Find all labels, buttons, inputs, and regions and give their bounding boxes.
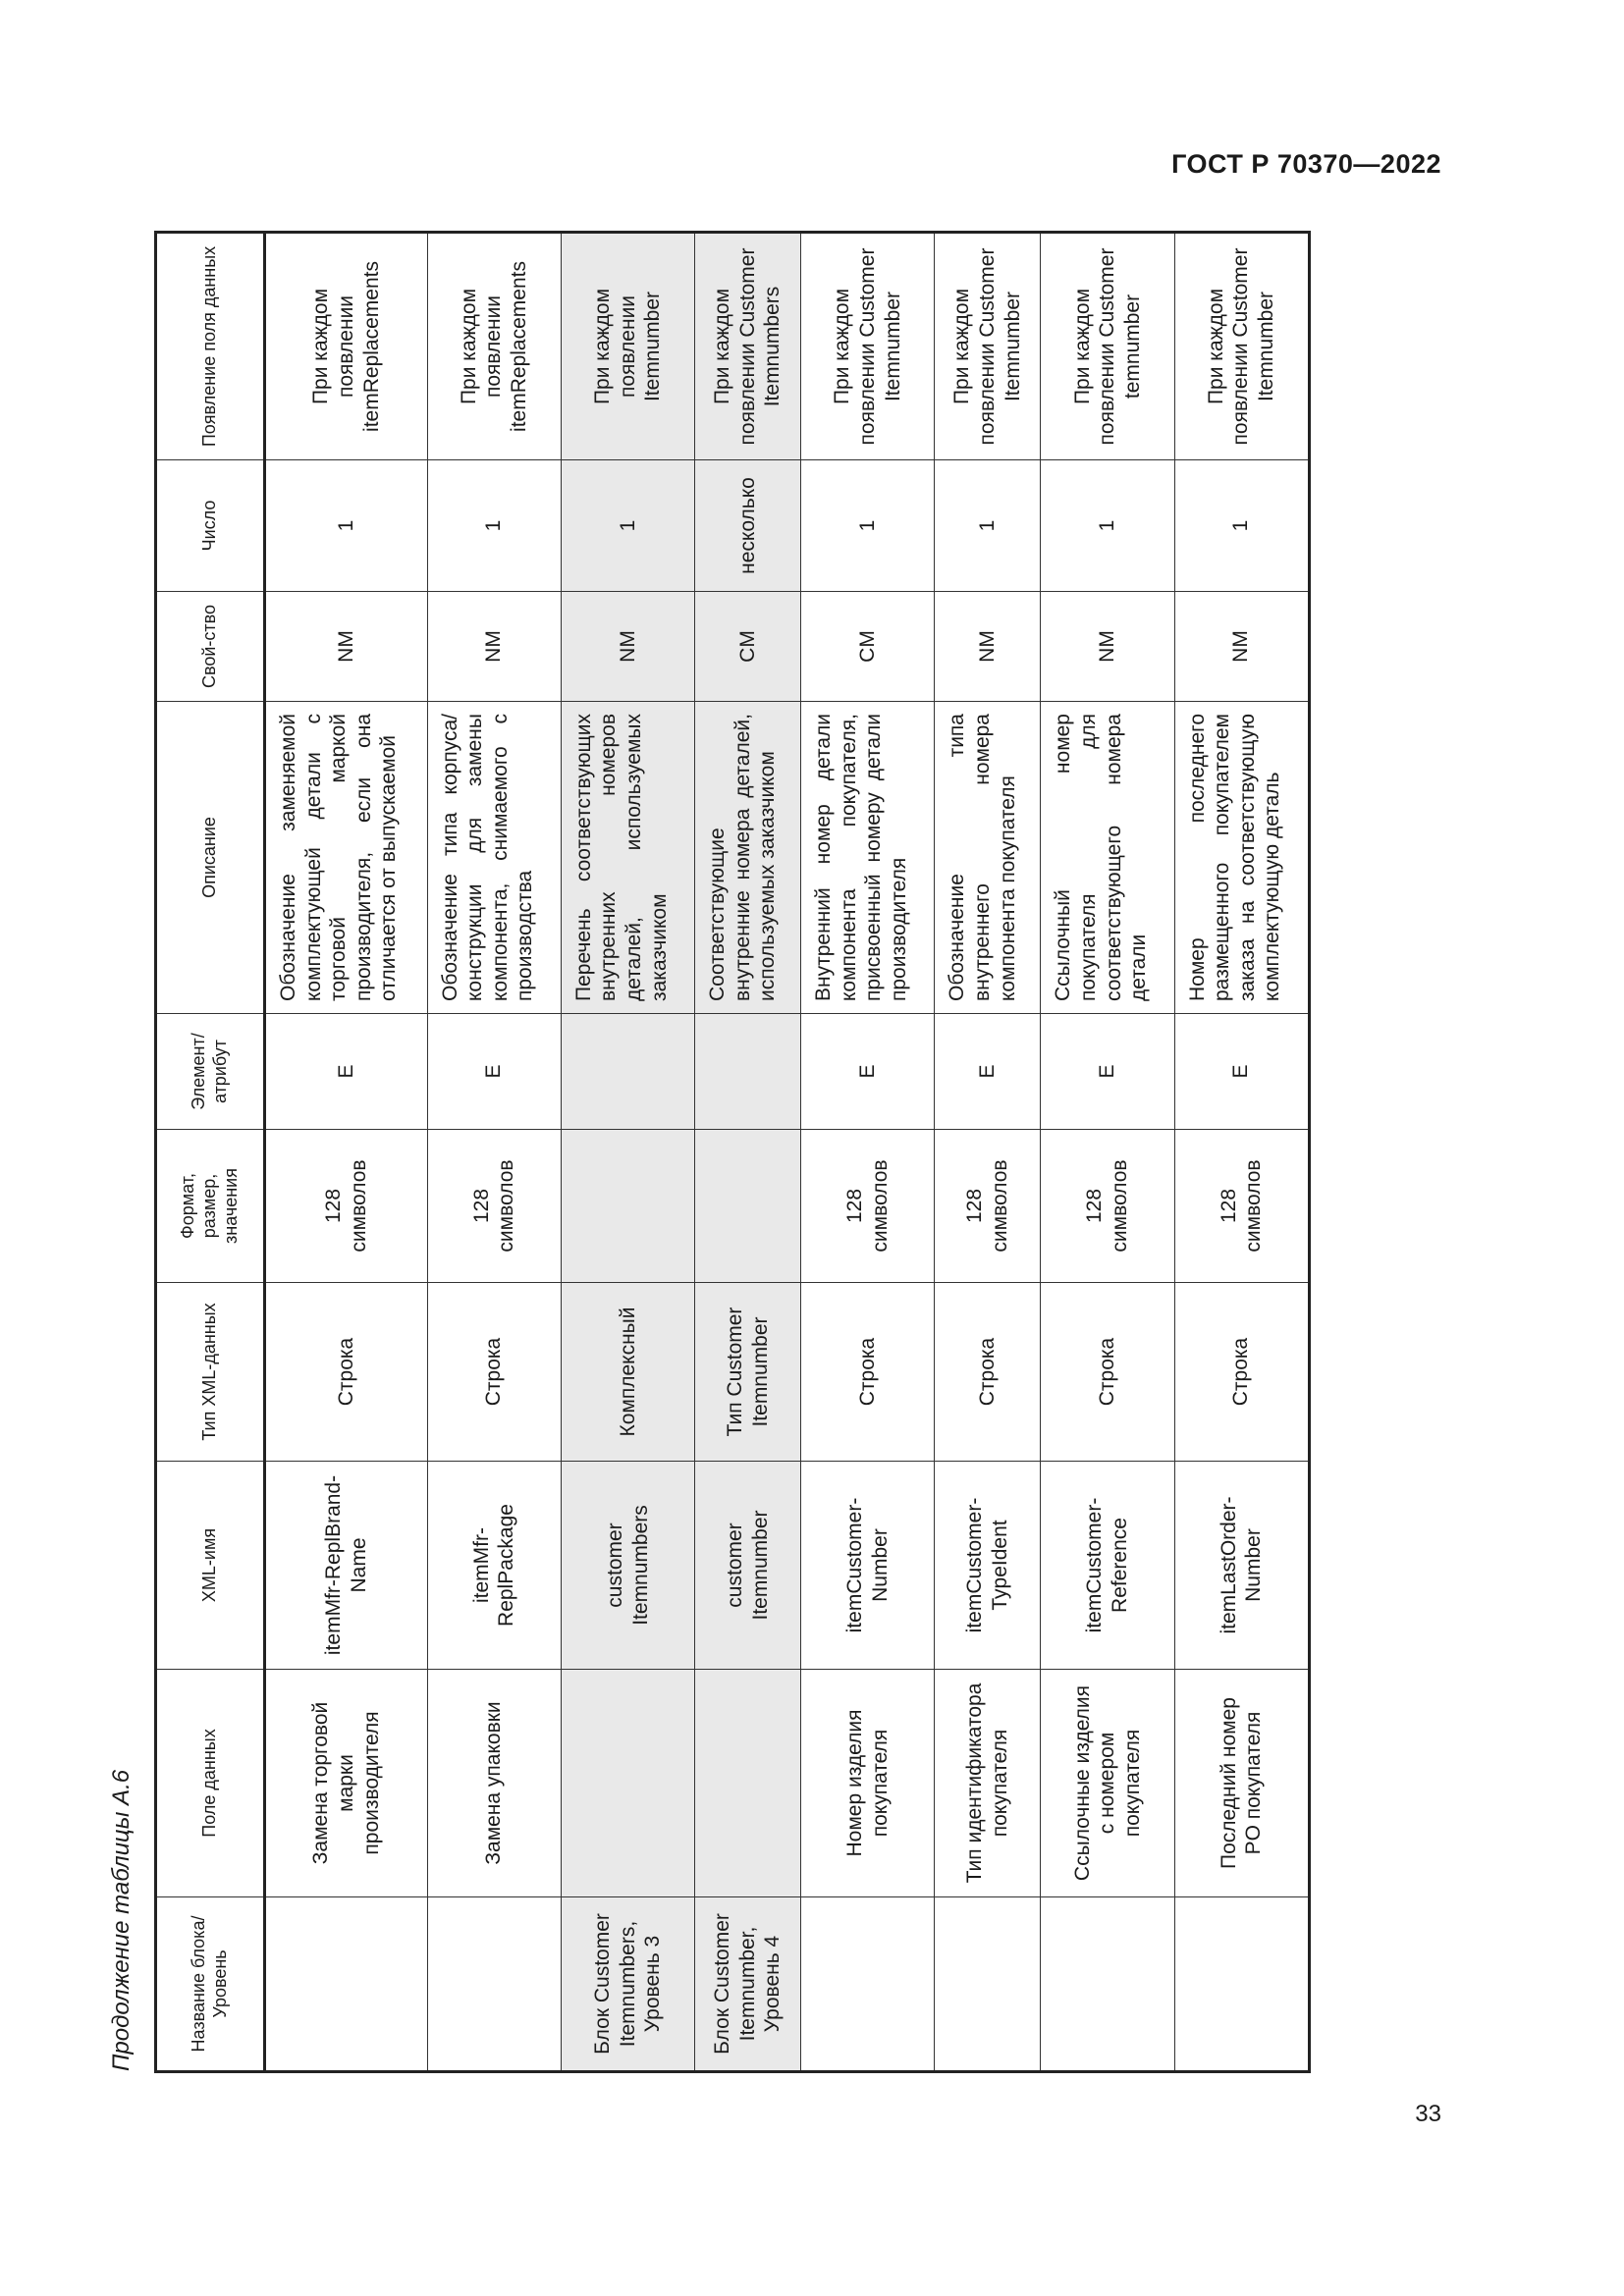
cell-xml-name: customer Itemnumber <box>695 1462 801 1670</box>
cell-xml-name: itemCustomer-Reference <box>1041 1462 1174 1670</box>
col-header-format: Формат, размер, значения <box>156 1130 265 1283</box>
table-row <box>1174 233 1309 2072</box>
col-header-property: Свой-ство <box>156 592 265 702</box>
cell-property: NM <box>1174 592 1309 702</box>
cell-format: 128 символов <box>1041 1130 1174 1283</box>
cell-property: NM <box>935 592 1041 702</box>
cell-block <box>427 1897 561 2072</box>
cell-format <box>561 1130 694 1283</box>
cell-property: NM <box>561 592 694 702</box>
cell-property: CM <box>801 592 935 702</box>
col-header-description: Описание <box>156 702 265 1014</box>
cell-element <box>561 1014 694 1130</box>
cell-xml-name: itemCustomer-TypeIdent <box>935 1462 1041 1670</box>
cell-xml-type: Строка <box>265 1283 428 1462</box>
cell-format <box>695 1130 801 1283</box>
col-header-block: Название блока/ Уровень <box>156 1897 265 2072</box>
cell-field <box>561 1670 694 1897</box>
cell-count: 1 <box>1174 460 1309 592</box>
cell-count: 1 <box>265 460 428 592</box>
cell-xml-name: itemMfr-ReplBrand-Name <box>265 1462 428 1670</box>
cell-count: 1 <box>1041 460 1174 592</box>
cell-block <box>935 1897 1041 2072</box>
cell-xml-type: Комплексный <box>561 1283 694 1462</box>
table-row <box>265 233 428 2072</box>
cell-description: Обозначение заменяемой комплектующей детали с торговой маркой производителя, если она отличается от выпускаемой <box>265 702 428 1014</box>
cell-count: 1 <box>935 460 1041 592</box>
cell-description: Номер последнего размещенного покупателем заказа на соответствующую комплектующую деталь <box>1174 702 1309 1014</box>
table-row-block-header <box>695 233 801 2072</box>
cell-field <box>695 1670 801 1897</box>
cell-element: E <box>1174 1014 1309 1130</box>
cell-occurrence: При каждом появлении Customer temnumber <box>1041 233 1174 460</box>
cell-xml-type: Строка <box>801 1283 935 1462</box>
cell-occurrence: При каждом появлении Itemnumber <box>561 233 694 460</box>
standard-designation: ГОСТ Р 70370—2022 <box>1171 149 1441 179</box>
table-row-block-header <box>561 233 694 2072</box>
cell-xml-name: itemCustomer-Number <box>801 1462 935 1670</box>
cell-description: Соответствующие внутренние номера деталей, используемых заказчиком <box>695 702 801 1014</box>
cell-count: 1 <box>801 460 935 592</box>
cell-xml-type: Строка <box>935 1283 1041 1462</box>
table-header-row <box>156 233 265 2072</box>
cell-occurrence: При каждом появлении itemReplacements <box>265 233 428 460</box>
col-header-xml-name: XML-имя <box>156 1462 265 1670</box>
col-header-field: Поле данных <box>156 1670 265 1897</box>
cell-field: Замена торговой марки производителя <box>265 1670 428 1897</box>
cell-element <box>695 1014 801 1130</box>
cell-field: Замена упаковки <box>427 1670 561 1897</box>
cell-occurrence: При каждом появлении Customer Itemnumber <box>801 233 935 460</box>
cell-block <box>1041 1897 1174 2072</box>
cell-format: 128 символов <box>427 1130 561 1283</box>
cell-description: Обозначение типа корпуса/конструкции для замены компонента, снимаемого с производства <box>427 702 561 1014</box>
cell-xml-name: itemMfr-ReplPackage <box>427 1462 561 1670</box>
cell-description: Внутренний номер детали компонента покупателя, присвоенный номеру детали производителя <box>801 702 935 1014</box>
cell-field: Номер изделия покупателя <box>801 1670 935 1897</box>
cell-format: 128 символов <box>1174 1130 1309 1283</box>
cell-xml-type: Строка <box>1174 1283 1309 1462</box>
cell-format: 128 символов <box>801 1130 935 1283</box>
cell-description: Перечень соответствующих внутренних номеров деталей, используемых заказчиком <box>561 702 694 1014</box>
cell-block: Блок Customer Itemnumbers, Уровень 3 <box>561 1897 694 2072</box>
col-header-xml-type: Тип XML-данных <box>156 1283 265 1462</box>
cell-format: 128 символов <box>265 1130 428 1283</box>
cell-description: Ссылочный номер покупателя для соответствующего номера детали <box>1041 702 1174 1014</box>
cell-field: Последний номер PO покупателя <box>1174 1670 1309 1897</box>
cell-xml-type: Тип Customer Itemnumber <box>695 1283 801 1462</box>
table-row <box>427 233 561 2072</box>
cell-occurrence: При каждом появлении Customer Itemnumbers <box>695 233 801 460</box>
cell-property: NM <box>427 592 561 702</box>
cell-element: E <box>935 1014 1041 1130</box>
col-header-count: Число <box>156 460 265 592</box>
cell-block <box>1174 1897 1309 2072</box>
cell-occurrence: При каждом появлении itemReplacements <box>427 233 561 460</box>
table-row <box>935 233 1041 2072</box>
cell-element: E <box>1041 1014 1174 1130</box>
table-caption: Продолжение таблицы А.6 <box>108 1769 135 2071</box>
col-header-occurrence: Появление поля данных <box>156 233 265 460</box>
cell-format: 128 символов <box>935 1130 1041 1283</box>
cell-element: E <box>801 1014 935 1130</box>
cell-xml-name: itemLastOrder-Number <box>1174 1462 1309 1670</box>
cell-block <box>801 1897 935 2072</box>
table-row <box>1041 233 1174 2072</box>
cell-count: 1 <box>561 460 694 592</box>
data-table <box>154 231 1311 2073</box>
cell-occurrence: При каждом появлении Customer Itemnumber <box>935 233 1041 460</box>
cell-block: Блок Customer Itemnumber, Уровень 4 <box>695 1897 801 2072</box>
cell-xml-type: Строка <box>1041 1283 1174 1462</box>
col-header-element: Элемент/ атрибут <box>156 1014 265 1130</box>
cell-element: E <box>265 1014 428 1130</box>
page-number: 33 <box>1415 2101 1441 2127</box>
cell-xml-type: Строка <box>427 1283 561 1462</box>
cell-field: Ссылочные изделия с номером покупателя <box>1041 1670 1174 1897</box>
cell-property: NM <box>1041 592 1174 702</box>
cell-occurrence: При каждом появлении Customer Itemnumber <box>1174 233 1309 460</box>
table-row <box>801 233 935 2072</box>
cell-xml-name: customer Itemnumbers <box>561 1462 694 1670</box>
cell-property: CM <box>695 592 801 702</box>
cell-property: NM <box>265 592 428 702</box>
cell-count: несколько <box>695 460 801 592</box>
cell-block <box>265 1897 428 2072</box>
cell-description: Обозначение типа внутреннего номера компонента покупателя <box>935 702 1041 1014</box>
cell-element: E <box>427 1014 561 1130</box>
cell-count: 1 <box>427 460 561 592</box>
cell-field: Тип идентификатора покупателя <box>935 1670 1041 1897</box>
table-rotated-container <box>154 234 1311 2073</box>
